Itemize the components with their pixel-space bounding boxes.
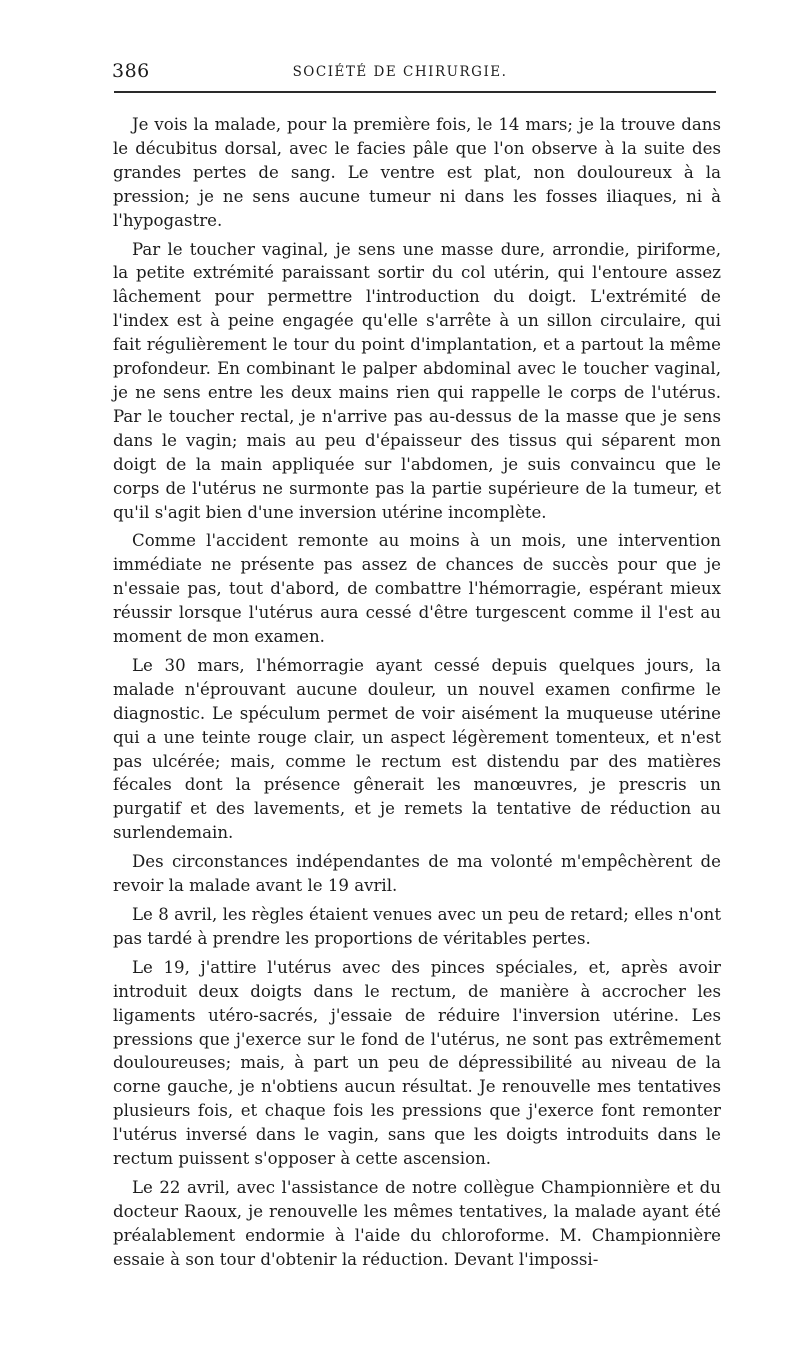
paragraph: Le 19, j'attire l'utérus avec des pinces spéciales, et, après avoir introduit deux doigts dans le rectum, de manière à accrocher les ligaments utéro-sacrés, j'essaie de réduire l'inversion utérine. Les pressions que j'exerce sur le fond de l'utérus, ne sont pas extrêmement douloureuses; mais, à part un peu de dépressibilité au niveau de la corne gauche, je n'obtiens aucun résultat. Je renouvelle mes tentatives plusieurs fois, et chaque fois les pressions que j'exerce font remonter l'utérus inversé dans le vagin, sans que les doigts introduits dans le rectum puissent s'opposer à cette ascension. <box>113 957 721 1169</box>
paragraph: Par le toucher vaginal, je sens une masse dure, arrondie, piriforme, la petite extrémité paraissant sortir du col utérin, qui l'entoure assez lâchement pour permettre l'introduction du doigt. L'extrémité de l'index est à peine engagée qu'elle s'arrête à un sillon circulaire, qui fait régulièrement le tour du point d'implantation, et a partout la même profondeur. En combinant le palper abdominal avec le toucher vaginal, je ne sens entre les deux mains rien qui rappelle le corps de l'utérus. Par le toucher rectal, je n'arrive pas au-dessus de la masse que je sens dans le vagin; mais au peu d'épaisseur des tissus qui séparent mon doigt de la main appliquée sur l'abdomen, je suis convaincu que le corps de l'utérus ne surmonte pas la partie supérieure de la tumeur, et qu'il s'agit bien d'une inversion utérine incomplète. <box>113 239 721 522</box>
page-number: 386 <box>112 60 150 82</box>
paragraph: Le 22 avril, avec l'assistance de notre collègue Championnière et du docteur Raoux, je renouvelle les mêmes tentatives, la malade ayant été préalablement endormie à l'aide du chloroforme. M. Championnière essaie à son tour d'obtenir la réduction. Devant l'impossi- <box>113 1177 721 1269</box>
paragraph: Le 8 avril, les règles étaient venues avec un peu de retard; elles n'ont pas tardé à prendre les proportions de véritables pertes. <box>113 905 721 948</box>
running-title: SOCIÉTÉ DE CHIRURGIE. <box>292 64 508 80</box>
paragraph: Je vois la malade, pour la première fois, le 14 mars; je la trouve dans le décubitus dorsal, avec le facies pâle que l'on observe à la suite des grandes pertes de sang. Le ventre est plat, non douloureux à la pression; je ne sens aucune tumeur ni dans les fosses iliaques, ni à l'hypogastre. <box>113 115 721 230</box>
paragraph: Le 30 mars, l'hémorragie ayant cessé depuis quelques jours, la malade n'éprouvant aucune douleur, un nouvel examen confirme le diagnostic. Le spéculum permet de voir aisément la muqueuse utérine qui a une teinte rouge clair, un aspect légèrement tomenteux, et n'est pas ulcérée; mais, comme le rectum est distendu par des matières fécales dont la présence gênerait les manœuvres, je prescris un purgatif et des lavements, et je remets la tentative de réduction au surlendemain. <box>113 655 721 843</box>
body-text <box>113 113 721 1277</box>
header-rule <box>114 91 716 93</box>
paragraph: Des circonstances indépendantes de ma volonté m'empêchèrent de revoir la malade avant le 19 avril. <box>113 852 721 896</box>
paragraph: Comme l'accident remonte au moins à un mois, une intervention immédiate ne présente pas assez de chances de succès pour que je n'essaie pas, tout d'abord, de combattre l'hémorragie, espérant mieux réussir lorsque l'utérus aura cessé d'être turgescent comme il l'est au moment de mon examen. <box>113 531 721 647</box>
